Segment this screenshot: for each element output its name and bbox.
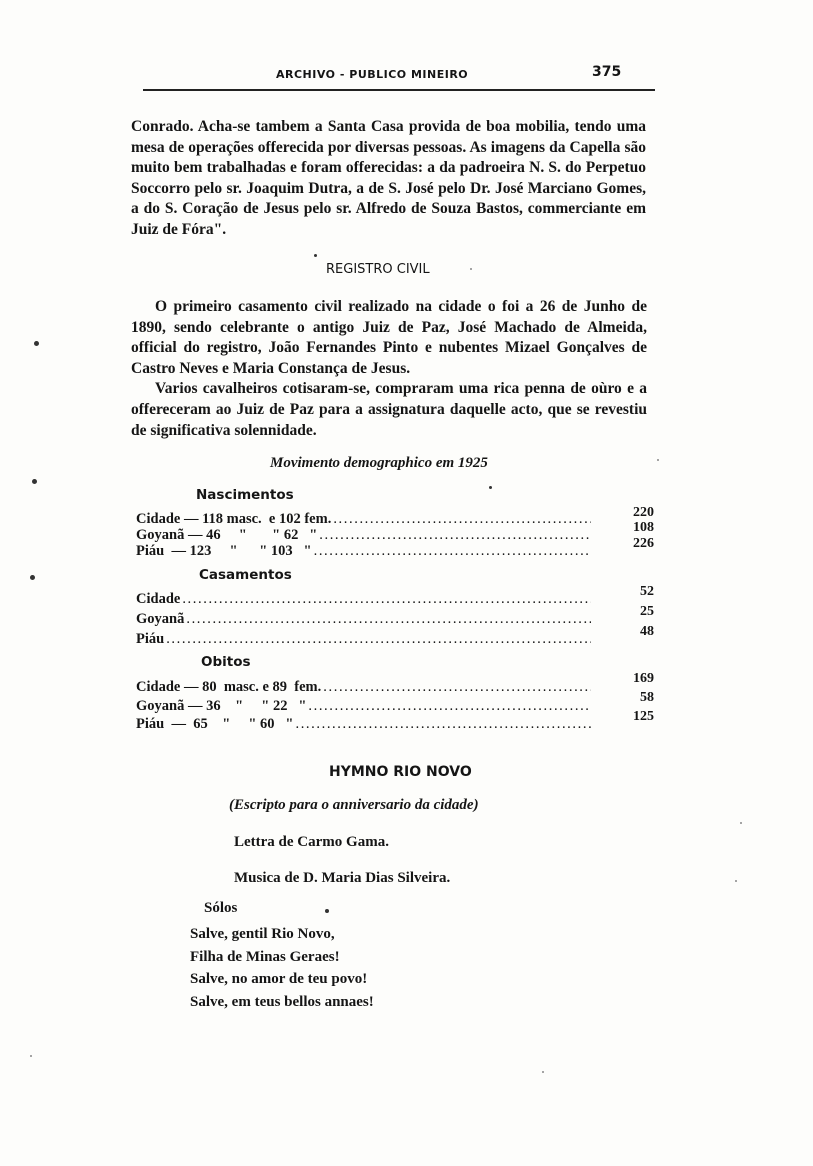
row-total: 25 xyxy=(640,604,654,619)
row-total: 125 xyxy=(633,709,654,724)
movimento-title: Movimento demographico em 1925 xyxy=(270,455,488,471)
scan-speck xyxy=(30,1055,32,1057)
verse-line: Filha de Minas Geraes! xyxy=(190,949,340,965)
leader-dots xyxy=(323,679,591,696)
registro-section xyxy=(131,297,647,441)
scan-speck xyxy=(32,479,37,484)
hymno-subtitle: (Escripto para o anniversario da cidade) xyxy=(229,797,479,813)
verse-line: Salve, em teus bellos annaes! xyxy=(190,994,374,1010)
hymno-solos: Sólos xyxy=(204,900,238,916)
table-row: Goyanã — 36 " " 22 " ..... xyxy=(136,699,591,715)
leader-dots xyxy=(319,527,591,544)
hymno-title: HYMNO RIO NOVO xyxy=(329,764,472,780)
leader-dots xyxy=(182,591,591,608)
registro-heading: REGISTRO CIVIL xyxy=(326,262,430,277)
leader-dots xyxy=(295,716,591,733)
table-row: Goyanã — 46 " " 62 " ..... xyxy=(136,528,591,544)
leader-dots xyxy=(166,631,591,648)
table-row: Piáu — 123 " " 103 " ..... xyxy=(136,544,591,560)
leader-dots xyxy=(308,698,591,715)
row-total: 169 xyxy=(633,671,654,686)
table-row: Piáu — 65 " " 60 " ..... xyxy=(136,717,591,733)
scan-speck xyxy=(542,1071,544,1073)
registro-paragraph-2: Varios cavalheiros cotisaram-se, compraram uma rica penna de oùro e a offereceram ao Juiz de Paz para a assignatura daquelle acto, que se revestiu de significativa solennidade. xyxy=(131,380,647,439)
running-header: ARCHIVO - PUBLICO MINEIRO xyxy=(276,68,469,81)
hymno-musica: Musica de D. Maria Dias Silveira. xyxy=(234,870,451,886)
table-row: Cidade — 80 masc. e 89 fem. ..... xyxy=(136,680,591,696)
leader-dots xyxy=(333,511,591,528)
row-total: 108 xyxy=(633,520,654,535)
row-total: 48 xyxy=(640,624,654,639)
row-total: 226 xyxy=(633,536,654,551)
scan-speck xyxy=(740,822,742,824)
header-rule xyxy=(143,89,655,91)
intro-paragraph xyxy=(131,117,646,241)
casamentos-heading: Casamentos xyxy=(199,567,292,583)
scan-speck xyxy=(735,880,737,882)
table-row: Goyanã ..... xyxy=(136,612,591,628)
table-row: Cidade ..... xyxy=(136,592,591,608)
page-number: 375 xyxy=(592,64,622,80)
row-total: 58 xyxy=(640,690,654,705)
scan-speck xyxy=(34,341,39,346)
nascimentos-heading: Nascimentos xyxy=(196,487,294,503)
row-total: 52 xyxy=(640,584,654,599)
verse-line: Salve, no amor de teu povo! xyxy=(190,971,368,987)
table-row: Cidade — 118 masc. e 102 fem. ..... xyxy=(136,512,591,528)
obitos-heading: Obitos xyxy=(201,654,251,670)
hymno-lettra: Lettra de Carmo Gama. xyxy=(234,834,389,850)
scan-speck xyxy=(314,254,317,257)
row-total: 220 xyxy=(633,505,654,520)
scan-speck xyxy=(325,909,329,913)
scan-speck xyxy=(657,459,659,461)
table-row: Piáu ..... xyxy=(136,632,591,648)
registro-paragraph-1: O primeiro casamento civil realizado na cidade o foi a 26 de Junho de 1890, sendo celebrante o antigo Juiz de Paz, José Machado de Almeida, official do registro, João Fernandes Pinto e nubentes Mizael Gonçalves de Castro Neves e Maria Constança de Jesus. xyxy=(131,298,647,377)
scan-speck xyxy=(470,268,472,270)
leader-dots xyxy=(186,611,591,628)
scan-speck xyxy=(30,575,35,580)
leader-dots xyxy=(314,543,591,560)
scan-speck xyxy=(489,486,492,489)
verse-line: Salve, gentil Rio Novo, xyxy=(190,926,335,942)
intro-text: Conrado. Acha-se tambem a Santa Casa provida de boa mobilia, tendo uma mesa de operações offerecida por diversas pessoas. As imagens da Capella são muito bem trabalhadas e foram offerecidas: a da padroeira N. S. do Perpetuo Soccorro pelo sr. Joaquim Dutra, a de S. José pelo Dr. José Marciano Gomes, a do S. Coração de Jesus pelo sr. Alfredo de Souza Bastos, commerciante em Juiz de Fóra". xyxy=(131,118,646,238)
